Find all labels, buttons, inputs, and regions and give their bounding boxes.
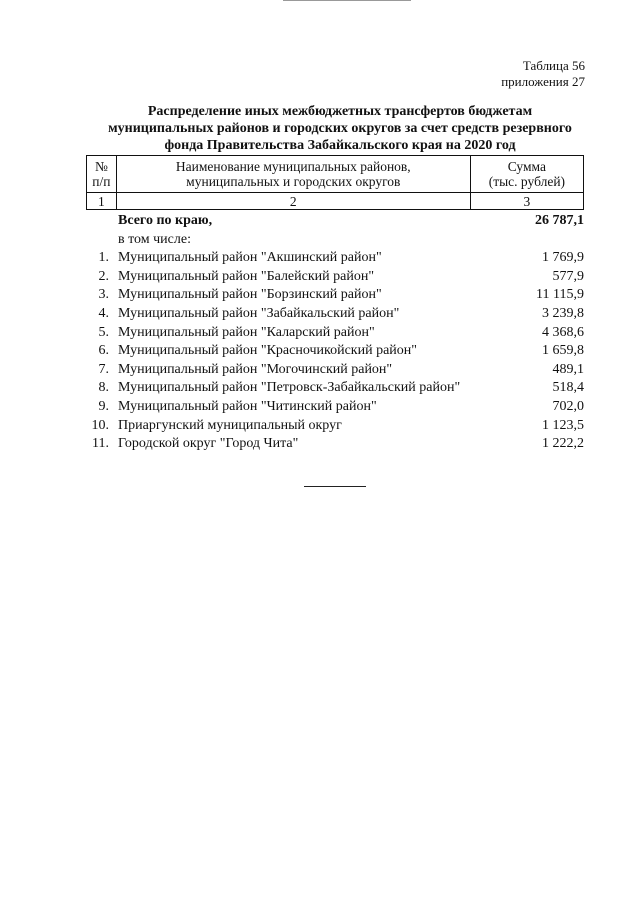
total-value: 26 787,1 xyxy=(535,213,584,228)
row-amount: 1 769,9 xyxy=(542,250,584,266)
column-header-name-line1: Наименование муниципальных районов, xyxy=(175,159,411,174)
row-amount: 489,1 xyxy=(552,361,584,377)
column-header-num xyxy=(87,156,117,193)
appendix-label: приложения 27 xyxy=(501,74,585,89)
table-row xyxy=(86,324,584,343)
row-name: Муниципальный район "Забайкальский район" xyxy=(118,305,400,321)
row-amount: 1 123,5 xyxy=(542,417,584,433)
top-divider xyxy=(283,0,411,1)
row-amount: 702,0 xyxy=(552,398,584,414)
column-header-num-line1: № xyxy=(94,159,108,174)
table-reference xyxy=(501,58,585,90)
table-row xyxy=(86,268,584,287)
row-name: Городской округ "Город Чита" xyxy=(118,436,299,452)
row-number: 4. xyxy=(98,305,109,321)
table-row xyxy=(86,417,584,436)
row-number: 8. xyxy=(98,380,109,396)
table-row xyxy=(86,435,584,454)
column-header-sum xyxy=(470,156,583,193)
column-index-2: 2 xyxy=(116,193,470,210)
row-amount: 11 115,9 xyxy=(536,287,584,303)
table-body xyxy=(86,212,584,454)
table-row xyxy=(86,361,584,380)
column-header-name xyxy=(116,156,470,193)
row-name: Муниципальный район "Читинский район" xyxy=(118,398,377,414)
row-amount: 3 239,8 xyxy=(542,305,584,321)
subheading-row xyxy=(86,231,584,250)
row-amount: 1 222,2 xyxy=(542,436,584,452)
row-name: Муниципальный район "Петровск-Забайкальский район" xyxy=(118,380,461,396)
table-row xyxy=(86,342,584,361)
table-row xyxy=(86,249,584,268)
row-number: 6. xyxy=(98,343,109,359)
table-row xyxy=(86,398,584,417)
column-header-sum-line2: (тыс. рублей) xyxy=(488,174,566,189)
column-header-sum-line1: Сумма xyxy=(507,159,546,174)
row-number: 7. xyxy=(98,361,109,377)
column-header-name-line2: муниципальных и городских округов xyxy=(186,174,401,189)
row-amount: 577,9 xyxy=(552,268,584,284)
row-name: Приаргунский муниципальный округ xyxy=(118,417,342,433)
table-label: Таблица 56 xyxy=(522,58,585,73)
title-line-2: муниципальных районов и городских округов за счет средств резервного xyxy=(108,121,572,136)
row-name: Муниципальный район "Красночикойский район" xyxy=(118,343,417,359)
document-title xyxy=(95,103,585,154)
row-amount: 1 659,8 xyxy=(542,343,584,359)
table-row xyxy=(86,286,584,305)
row-number: 9. xyxy=(98,398,109,414)
title-line-1: Распределение иных межбюджетных трансфертов бюджетам xyxy=(147,104,533,119)
table-row xyxy=(86,305,584,324)
row-name: Муниципальный район "Каларский район" xyxy=(118,324,375,340)
total-label: Всего по краю, xyxy=(118,213,213,228)
row-name: Муниципальный район "Акшинский район" xyxy=(118,250,382,266)
table-header xyxy=(86,155,584,210)
column-index-1: 1 xyxy=(87,193,117,210)
table-row xyxy=(86,379,584,398)
title-line-3: фонда Правительства Забайкальского края на 2020 год xyxy=(164,138,516,153)
row-number: 2. xyxy=(98,268,109,284)
total-row xyxy=(86,212,584,231)
row-number: 5. xyxy=(98,324,109,340)
row-name: Муниципальный район "Могочинский район" xyxy=(118,361,393,377)
row-number: 10. xyxy=(91,417,109,433)
row-amount: 518,4 xyxy=(552,380,584,396)
end-divider xyxy=(304,486,366,487)
subheading-label: в том числе: xyxy=(118,231,191,247)
column-header-num-line2: п/п xyxy=(92,174,111,189)
column-index-3: 3 xyxy=(470,193,583,210)
row-number: 3. xyxy=(98,287,109,303)
row-name: Муниципальный район "Борзинский район" xyxy=(118,287,382,303)
row-number: 11. xyxy=(92,436,109,452)
row-number: 1. xyxy=(98,250,109,266)
row-name: Муниципальный район "Балейский район" xyxy=(118,268,375,284)
row-amount: 4 368,6 xyxy=(542,324,584,340)
